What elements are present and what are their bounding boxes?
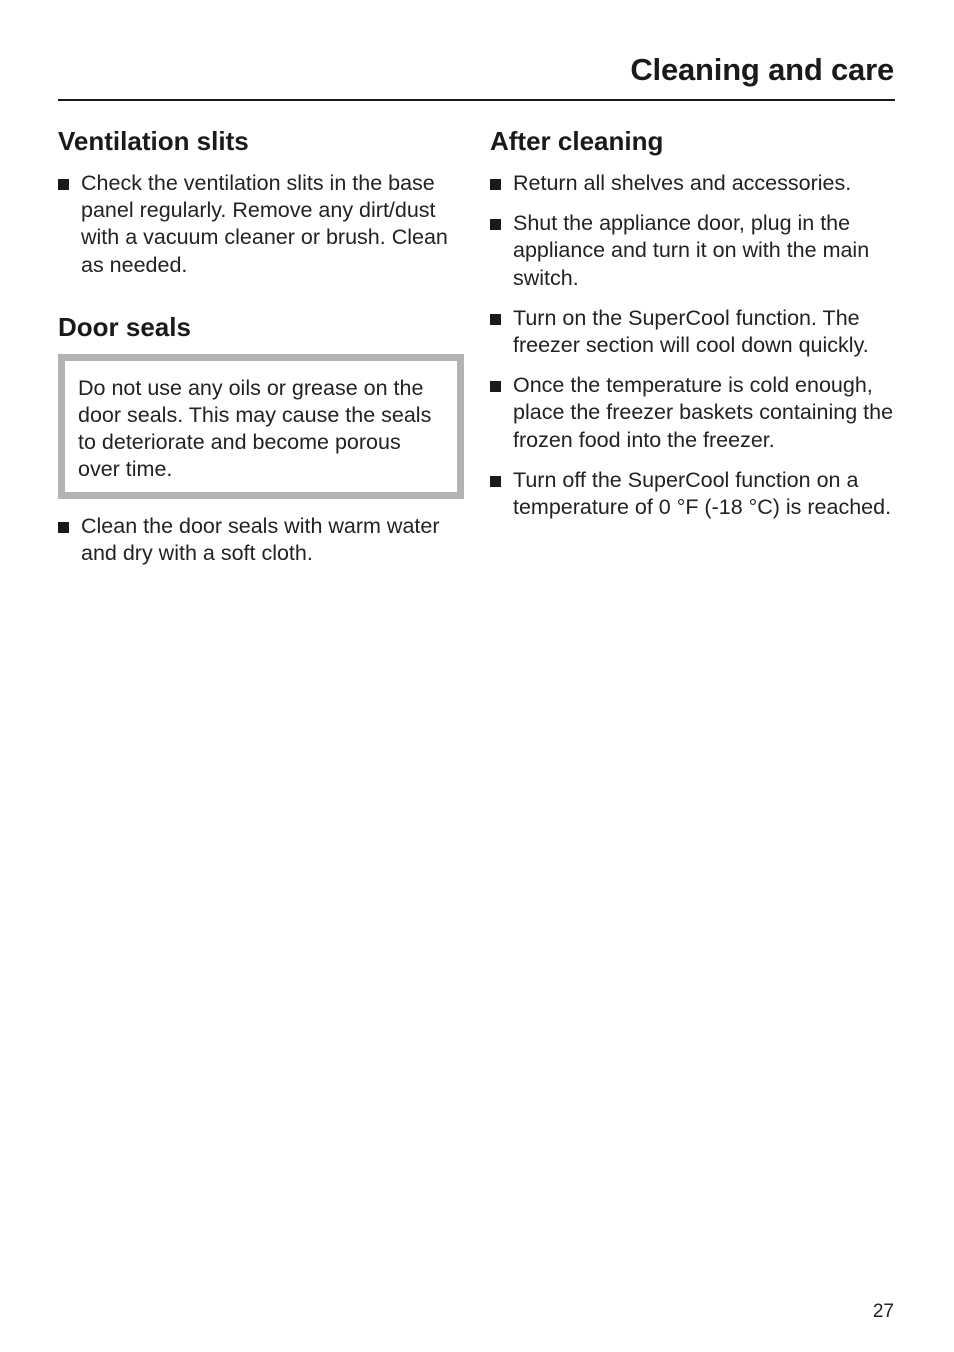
- list-item: [490, 372, 898, 454]
- list-item-text: Check the ventilation slits in the base panel regularly. Remove any dirt/dust with a vacuum cleaner or brush. Clean as needed.: [81, 171, 448, 277]
- warning-box: [58, 354, 464, 499]
- square-bullet-icon: [490, 219, 501, 230]
- after-cleaning-list: [490, 170, 898, 521]
- square-bullet-icon: [58, 179, 69, 190]
- list-item: [58, 513, 466, 567]
- square-bullet-icon: [490, 314, 501, 325]
- page-number: 27: [872, 1301, 894, 1322]
- list-item-text: Turn on the SuperCool function. The freezer section will cool down quickly.: [513, 305, 869, 358]
- list-item: [490, 305, 898, 359]
- list-item: [490, 210, 898, 292]
- title-divider: [58, 99, 895, 101]
- ventilation-slits-heading: Ventilation slits: [58, 126, 249, 156]
- list-item-text: Once the temperature is cold enough, place the freezer baskets containing the frozen food into the freezer.: [513, 373, 894, 452]
- ventilation-slits-list: [58, 170, 466, 279]
- page-title: Cleaning and care: [630, 52, 894, 87]
- door-seals-heading: Door seals: [58, 311, 191, 342]
- square-bullet-icon: [490, 476, 501, 487]
- square-bullet-icon: [490, 179, 501, 190]
- list-item-text: Clean the door seals with warm water and dry with a soft cloth.: [81, 513, 440, 565]
- door-seals-list: [58, 513, 466, 567]
- list-item-text: Shut the appliance door, plug in the appliance and turn it on with the main switch.: [513, 211, 870, 290]
- list-item: [58, 170, 466, 279]
- right-column: [490, 124, 898, 521]
- square-bullet-icon: [490, 381, 501, 392]
- list-item: [490, 170, 898, 197]
- list-item-text: Return all shelves and accessories.: [513, 171, 852, 195]
- list-item: [490, 467, 898, 521]
- after-cleaning-heading: After cleaning: [490, 126, 664, 156]
- left-column: [58, 124, 466, 567]
- warning-text: Do not use any oils or grease on the door seals. This may cause the seals to deteriorate and become porous over time.: [78, 375, 432, 482]
- list-item-text: Turn off the SuperCool function on a temperature of 0 °F (-18 °C) is reached.: [513, 467, 892, 520]
- square-bullet-icon: [58, 522, 69, 533]
